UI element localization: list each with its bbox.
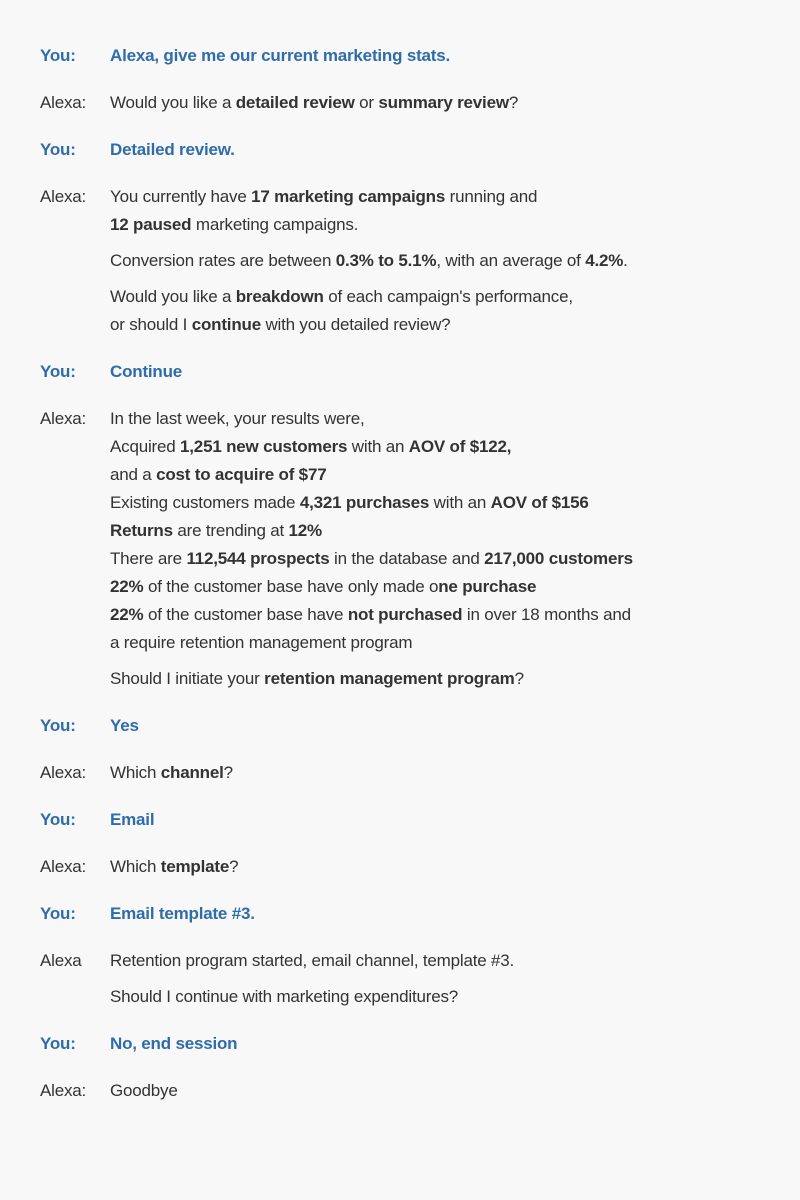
message-paragraph [110, 665, 760, 693]
speaker-label: Alexa: [40, 187, 87, 206]
message-paragraph [110, 947, 760, 975]
message-paragraph [110, 89, 760, 117]
turn-body [110, 405, 760, 693]
turn-body [110, 183, 760, 339]
message-paragraph [110, 1077, 760, 1105]
message-line: Would you like a detailed review or summary review? [110, 93, 519, 112]
turn-body [110, 358, 760, 386]
speaker-label: You: [40, 140, 76, 159]
conversation-turn [40, 853, 760, 881]
turn-body [110, 136, 760, 164]
message-paragraph [110, 712, 760, 740]
message-line: Should I continue with marketing expenditures? [110, 987, 459, 1006]
conversation [40, 42, 760, 1105]
message-paragraph [110, 405, 760, 657]
speaker-label: You: [40, 362, 76, 381]
message-paragraph [110, 183, 760, 239]
speaker-label: Alexa: [40, 93, 87, 112]
message-paragraph [110, 1030, 760, 1058]
conversation-turn [40, 1030, 760, 1058]
speaker-label: Alexa: [40, 763, 87, 782]
speaker-label: You: [40, 904, 76, 923]
speaker-label: Alexa: [40, 409, 87, 428]
message-line: Would you like a breakdown of each campaign's performance, [110, 287, 573, 306]
conversation-turn [40, 900, 760, 928]
conversation-turn [40, 183, 760, 339]
message-paragraph [110, 283, 760, 339]
turn-body [110, 947, 760, 1011]
message-paragraph [110, 358, 760, 386]
message-line: Detailed review. [110, 140, 235, 159]
message-line: Acquired 1,251 new customers with an AOV of $122, [110, 437, 512, 456]
message-line: Goodbye [110, 1081, 178, 1100]
turn-body [110, 89, 760, 117]
conversation-turn [40, 947, 760, 1011]
turn-body [110, 853, 760, 881]
speaker-label: You: [40, 716, 76, 735]
message-paragraph [110, 42, 760, 70]
turn-body [110, 712, 760, 740]
message-paragraph [110, 806, 760, 834]
message-paragraph [110, 900, 760, 928]
speaker-label: Alexa: [40, 857, 87, 876]
message-line: Email [110, 810, 155, 829]
message-line: Should I initiate your retention management program? [110, 669, 524, 688]
message-line: Returns are trending at 12% [110, 521, 322, 540]
message-line: In the last week, your results were, [110, 409, 365, 428]
message-line: Email template #3. [110, 904, 255, 923]
message-line: Which template? [110, 857, 239, 876]
message-line: Existing customers made 4,321 purchases with an AOV of $156 [110, 493, 589, 512]
message-paragraph [110, 136, 760, 164]
message-line: Continue [110, 362, 183, 381]
speaker-label: You: [40, 810, 76, 829]
message-paragraph [110, 853, 760, 881]
conversation-turn [40, 89, 760, 117]
message-line: and a cost to acquire of $77 [110, 465, 327, 484]
message-line: You currently have 17 marketing campaigns running and [110, 187, 538, 206]
message-line: 22% of the customer base have only made one purchase [110, 577, 537, 596]
message-line: Retention program started, email channel, template #3. [110, 951, 515, 970]
message-line: Yes [110, 716, 139, 735]
message-line: Alexa, give me our current marketing stats. [110, 46, 451, 65]
message-line: or should I continue with you detailed review? [110, 315, 451, 334]
message-paragraph [110, 983, 760, 1011]
turn-body [110, 806, 760, 834]
conversation-turn [40, 42, 760, 70]
turn-body [110, 42, 760, 70]
message-paragraph [110, 247, 760, 275]
conversation-turn [40, 712, 760, 740]
conversation-turn [40, 136, 760, 164]
turn-body [110, 1077, 760, 1105]
speaker-label: Alexa [40, 951, 82, 970]
message-line: a require retention management program [110, 633, 413, 652]
message-line: 22% of the customer base have not purchased in over 18 months and [110, 605, 631, 624]
turn-body [110, 759, 760, 787]
message-paragraph [110, 759, 760, 787]
conversation-turn [40, 759, 760, 787]
speaker-label: Alexa: [40, 1081, 87, 1100]
conversation-turn [40, 806, 760, 834]
message-line: There are 112,544 prospects in the database and 217,000 customers [110, 549, 633, 568]
message-line: 12 paused marketing campaigns. [110, 215, 359, 234]
speaker-label: You: [40, 46, 76, 65]
conversation-turn [40, 1077, 760, 1105]
conversation-turn [40, 405, 760, 693]
message-line: Which channel? [110, 763, 233, 782]
message-line: No, end session [110, 1034, 238, 1053]
turn-body [110, 900, 760, 928]
message-line: Conversion rates are between 0.3% to 5.1%, with an average of 4.2%. [110, 251, 628, 270]
speaker-label: You: [40, 1034, 76, 1053]
conversation-turn [40, 358, 760, 386]
turn-body [110, 1030, 760, 1058]
